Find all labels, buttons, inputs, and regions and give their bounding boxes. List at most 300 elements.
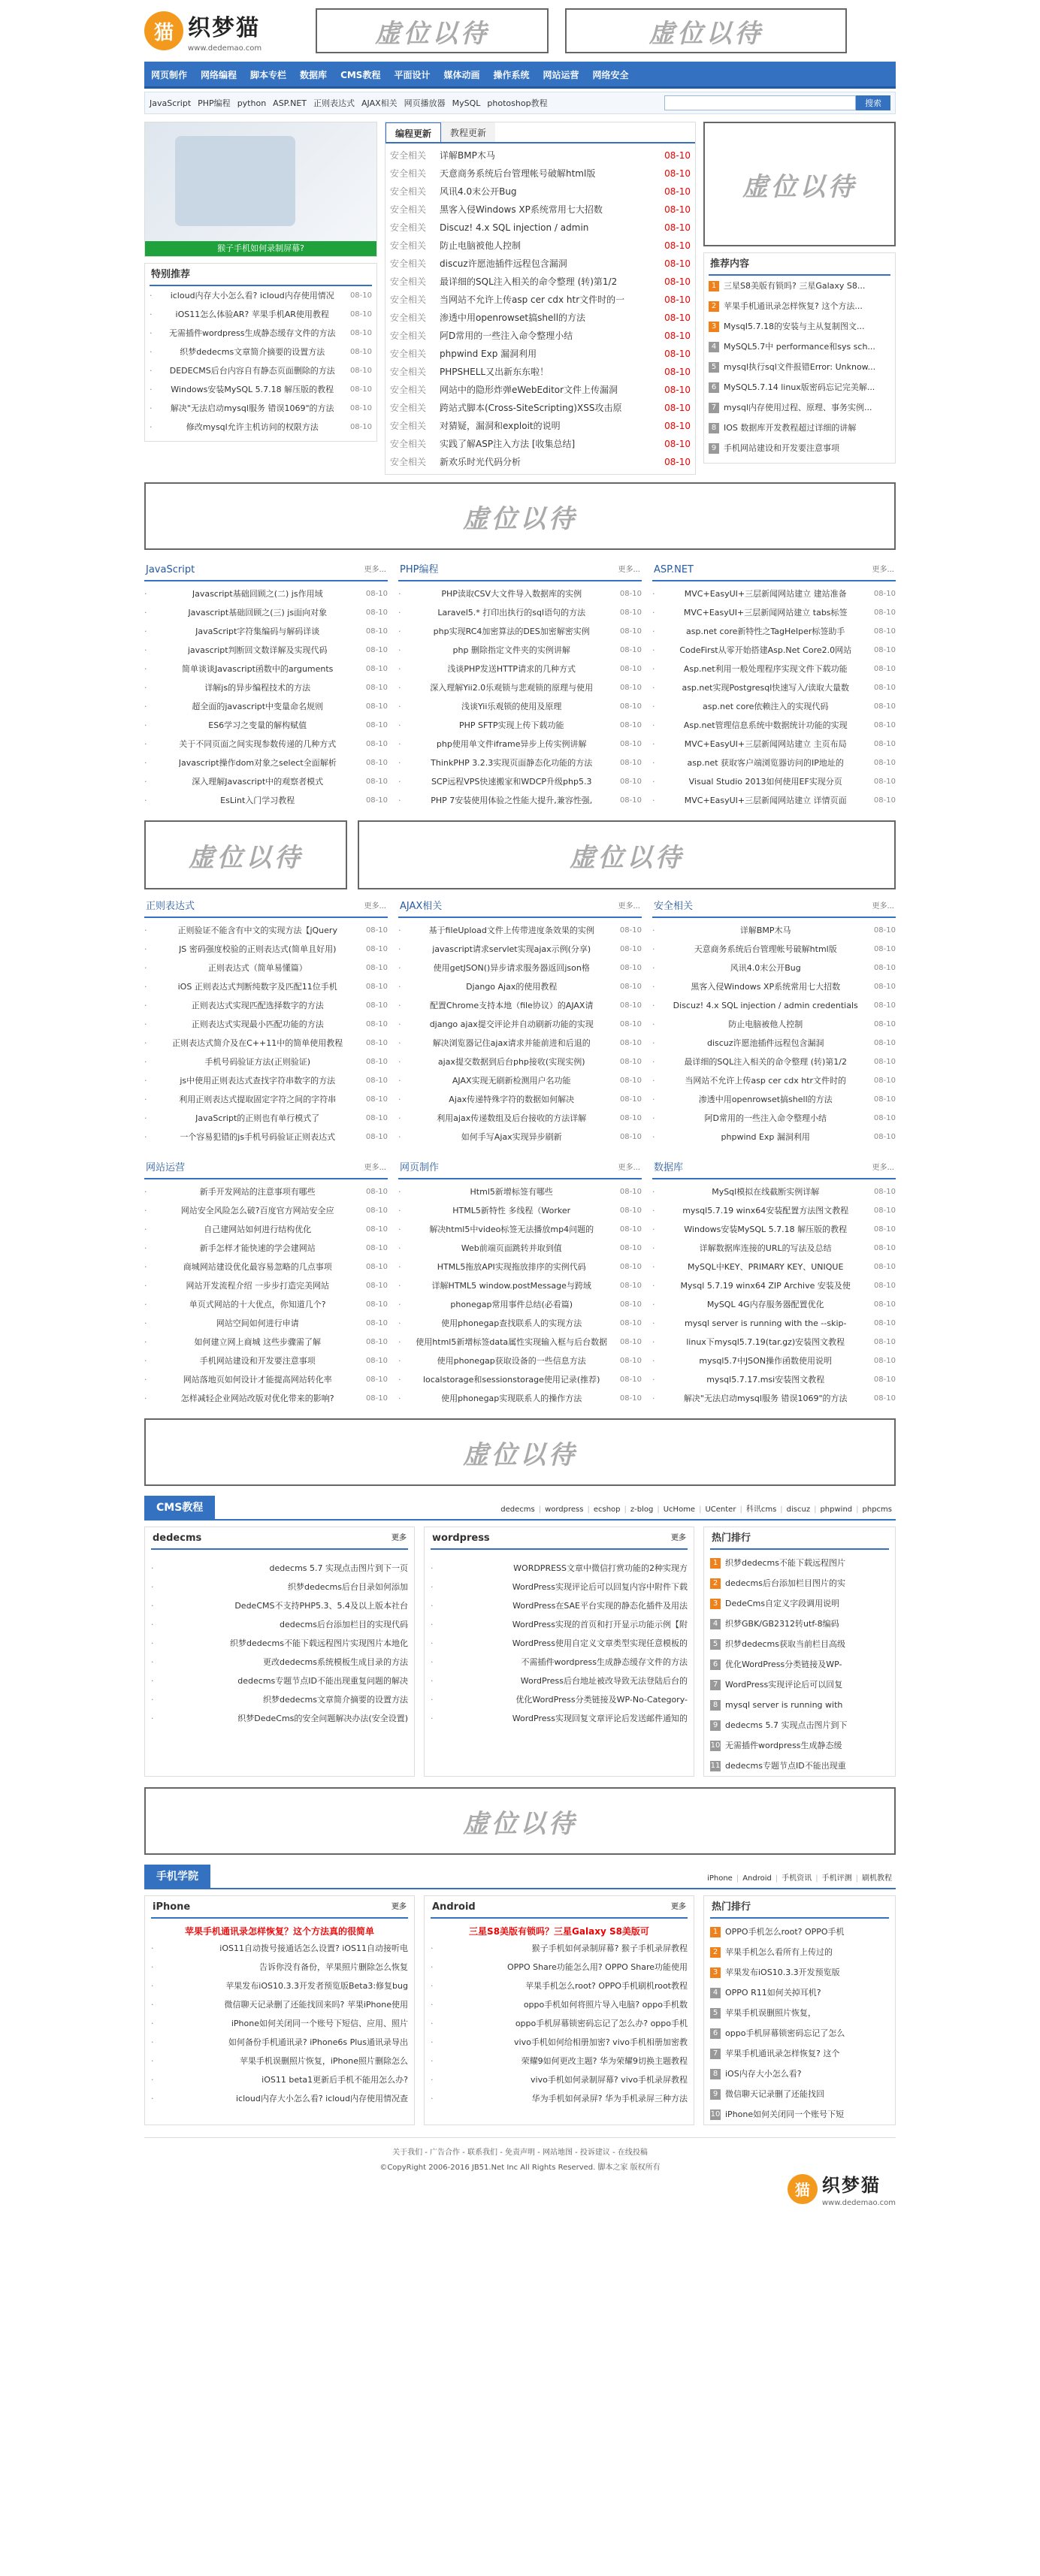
list-item[interactable] [431, 1596, 688, 1615]
list-item[interactable] [144, 1295, 388, 1314]
list-item-title[interactable]: · 商城网站建设优化最容易忽略的几点事项 [183, 1262, 332, 1272]
nav-item[interactable]: 媒体动画 [443, 70, 480, 80]
update-title[interactable]: 详解BMP木马 [440, 150, 495, 161]
list-item[interactable] [431, 1709, 688, 1728]
hot-item-title[interactable]: MySQL5.7.14 linux版密码忘记完美解... [724, 382, 875, 392]
list-item[interactable] [652, 772, 896, 791]
update-row[interactable] [390, 399, 691, 417]
list-item[interactable] [398, 1090, 642, 1109]
list-item[interactable] [398, 1201, 642, 1220]
list-item-title[interactable]: · dedecms后台添加栏目的实现代码 [280, 1620, 408, 1629]
hot-item-title[interactable]: 苹果手机通讯录怎样恢复? 这个方法... [724, 301, 863, 311]
list-item-title[interactable]: · localstorage和sessionstorage使用记录(推荐) [422, 1375, 600, 1385]
list-item[interactable] [144, 996, 388, 1015]
list-item-title[interactable]: · javascript请求servlet实现ajax示例(分享) [432, 944, 591, 954]
hot-item-title[interactable]: iPhone如何关闭同一个账号下短 [725, 2109, 845, 2119]
list-item-title[interactable]: · PHP 7安装使用体验之性能大提升,兼容性强, [431, 796, 593, 805]
list-item-title[interactable]: · oppo手机如何将照片导入电脑? oppo手机数 [523, 2000, 688, 2010]
more-link[interactable]: 更多... [364, 1164, 386, 1172]
list-item[interactable] [151, 1559, 408, 1578]
list-item[interactable] [398, 603, 642, 622]
list-item-title[interactable]: · Javascript操作dom对象之select全面解析 [178, 758, 337, 768]
list-item-title[interactable]: · 手机网站建设和开发要注意事项 [199, 1356, 316, 1366]
list-item-title[interactable]: · 解决"无法启动mysql服务 错误1069"的方法 [170, 403, 334, 413]
tag-link[interactable]: 刷机教程 [862, 1874, 892, 1883]
update-category[interactable]: 安全相关 [390, 439, 427, 449]
list-item[interactable] [652, 1295, 896, 1314]
list-item[interactable] [652, 977, 896, 996]
tab-1[interactable]: 教程更新 [441, 122, 495, 142]
list-item-title[interactable]: · 使用phonegap查找联系人的实现方法 [441, 1318, 582, 1328]
list-item[interactable] [144, 1314, 388, 1333]
list-item-title[interactable]: · Ajax传递特殊字符的数据如何解决 [449, 1095, 575, 1104]
hot-item[interactable] [710, 1715, 889, 1735]
list-item[interactable] [144, 791, 388, 810]
list-item-title[interactable]: · 阿D常用的一些注入命令整理小结 [704, 1113, 827, 1123]
list-item[interactable] [431, 1615, 688, 1634]
update-title[interactable]: 天意商务系统后台管理帐号破解html版 [440, 168, 596, 179]
update-row[interactable] [390, 327, 691, 345]
list-item[interactable] [398, 1034, 642, 1052]
update-row[interactable] [390, 435, 691, 453]
list-item-title[interactable]: · 正则表达式实现匹配选择数字的方法 [191, 1001, 324, 1010]
list-item[interactable] [652, 678, 896, 697]
update-category[interactable]: 安全相关 [390, 421, 427, 431]
tag-link[interactable]: 科讯cms [745, 1505, 777, 1514]
more-link[interactable]: 更多... [364, 566, 386, 574]
list-item[interactable] [144, 753, 388, 772]
update-category[interactable]: 安全相关 [390, 168, 427, 179]
hot-item[interactable] [710, 1983, 889, 2003]
list-item[interactable] [398, 1239, 642, 1258]
list-item[interactable] [431, 2033, 688, 2052]
hot-item[interactable] [710, 2104, 889, 2125]
android-title[interactable]: Android [432, 1901, 476, 1913]
update-row[interactable] [390, 183, 691, 201]
list-item[interactable] [431, 1939, 688, 1958]
update-title[interactable]: 渗透中用openrowset搞shell的方法 [440, 313, 586, 323]
iphone-title[interactable]: iPhone [153, 1901, 191, 1913]
list-item-title[interactable]: · vivo手机如何给相册加密? vivo手机相册加密教 [514, 2037, 688, 2047]
list-item-title[interactable]: · MySQL中KEY、PRIMARY KEY、UNIQUE [688, 1262, 844, 1272]
list-item[interactable] [431, 1634, 688, 1653]
list-item-title[interactable]: · WordPress在SAE平台实现的静态化插件及用法 [512, 1601, 688, 1611]
list-item-title[interactable]: · 最详细的SQL注入相关的命令整理 (转)第1/2 [684, 1057, 847, 1067]
list-item[interactable] [652, 1370, 896, 1389]
list-item-title[interactable]: · 无需插件wordpress生成静态缓存文件的方法 [168, 328, 336, 338]
update-row[interactable] [390, 219, 691, 237]
category-title[interactable]: 数据库 [654, 1162, 684, 1173]
hot-item-title[interactable]: mysql执行sql文件报错Error: Unknow... [724, 362, 876, 372]
list-item-title[interactable]: · 详解HTML5 window.postMessage与跨域 [431, 1281, 591, 1291]
list-item[interactable] [151, 2089, 408, 2108]
list-item[interactable] [652, 940, 896, 959]
list-item-title[interactable]: · 深入理解Javascript中的观察者模式 [192, 777, 324, 787]
list-item[interactable] [144, 678, 388, 697]
list-item[interactable] [398, 641, 642, 660]
list-item-title[interactable]: · 解决html5中video标签无法播放mp4问题的 [429, 1225, 594, 1234]
list-item-title[interactable]: · CodeFirst从零开始搭建Asp.Net Core2.0网站 [679, 645, 852, 655]
update-row[interactable] [390, 255, 691, 273]
update-row[interactable] [390, 291, 691, 309]
list-item-title[interactable]: · 关于不同页面之间实现参数传递的几种方式 [179, 739, 337, 749]
update-category[interactable]: 安全相关 [390, 240, 427, 251]
list-item-title[interactable]: · MySQL 4G内存服务器配置优化 [706, 1300, 824, 1309]
hot-item-title[interactable]: OPPO R11如何关掉耳机? [725, 1988, 821, 1998]
list-item-title[interactable]: · Laravel5.* 打印出执行的sql语句的方法 [437, 608, 586, 618]
search-button[interactable]: 搜索 [856, 95, 890, 110]
list-item-title[interactable]: · Windows安装MySQL 5.7.18 解压版的教程 [171, 385, 334, 394]
update-row[interactable] [390, 146, 691, 165]
list-item-title[interactable]: · js中使用正则表达式查找字符串数字的方法 [180, 1076, 336, 1086]
ad-banner-mid-4[interactable]: 虚位以待 [144, 1418, 896, 1486]
list-item[interactable] [652, 584, 896, 603]
list-item-title[interactable]: · Asp.net利用一般处理程序实现文件下载功能 [683, 664, 848, 674]
update-category[interactable]: 安全相关 [390, 294, 427, 305]
list-item[interactable] [150, 399, 372, 418]
list-item[interactable] [144, 1182, 388, 1201]
list-item[interactable] [398, 1071, 642, 1090]
list-item-title[interactable]: · Discuz! 4.x SQL injection / admin credentials [673, 1001, 858, 1010]
hot-item[interactable] [710, 1756, 889, 1776]
hot-item-title[interactable]: 苹果手机通讯录怎样恢复? 这个 [725, 2049, 840, 2058]
tag-link[interactable]: phpwind [820, 1505, 853, 1514]
list-item[interactable] [144, 1351, 388, 1370]
update-row[interactable] [390, 363, 691, 381]
tag-link[interactable]: wordpress [545, 1505, 584, 1514]
list-item-title[interactable]: · 详解数据库连接的URL的写法及总结 [699, 1243, 832, 1253]
hot-item[interactable] [709, 296, 890, 316]
list-item-title[interactable]: · ThinkPHP 3.2.3实现页面静态化功能的方法 [431, 758, 593, 768]
update-title[interactable]: 网站中的隐形炸弹eWebEditor文件上传漏洞 [440, 385, 618, 395]
hot-item-title[interactable]: mysql server is running with [725, 1700, 843, 1710]
list-item[interactable] [150, 361, 372, 380]
list-item[interactable] [652, 753, 896, 772]
category-title[interactable]: JavaScript [146, 564, 195, 575]
list-item[interactable] [150, 324, 372, 343]
list-item[interactable] [652, 1109, 896, 1128]
list-item[interactable] [398, 1370, 642, 1389]
list-item-title[interactable]: · WordPress实现的首页和打开显示功能示例【附 [512, 1620, 688, 1629]
list-item[interactable] [144, 1389, 388, 1408]
list-item-title[interactable]: · 如何手写Ajax实现异步刷新 [461, 1132, 562, 1142]
list-item-title[interactable]: · WordPress实现回复文章评论后发送邮件通知的 [512, 1714, 688, 1723]
hot-item[interactable] [710, 1962, 889, 1983]
hot-item[interactable] [710, 1695, 889, 1715]
list-item-title[interactable]: · 防止电脑被他人控制 [728, 1019, 803, 1029]
list-item-title[interactable]: · JS 密码强度校验的正则表达式(简单且好用) [179, 944, 337, 954]
hot-item-title[interactable]: OPPO手机怎么root? OPPO手机 [725, 1927, 845, 1937]
hot-item[interactable] [710, 1553, 889, 1573]
list-item[interactable] [398, 1109, 642, 1128]
list-item-title[interactable]: · 织梦dedecms文章简介摘要的设置方法 [180, 347, 325, 357]
list-item[interactable] [398, 660, 642, 678]
category-title[interactable]: 安全相关 [654, 901, 694, 912]
list-item[interactable] [652, 1128, 896, 1146]
subnav-item[interactable]: PHP编程 [198, 98, 231, 108]
list-item[interactable] [652, 641, 896, 660]
subnav-item[interactable]: 网页播放器 [404, 98, 446, 108]
nav-item[interactable]: 平面设计 [394, 70, 431, 80]
list-item[interactable] [652, 1239, 896, 1258]
update-category[interactable]: 安全相关 [390, 457, 427, 467]
hot-item[interactable] [710, 1942, 889, 1962]
list-item-title[interactable]: · 使用html5新增标签data属性实现输入框与后台数据 [416, 1337, 608, 1347]
list-item[interactable] [151, 2014, 408, 2033]
list-item-title[interactable]: · 使用phonegap获取设备的一些信息方法 [437, 1356, 586, 1366]
list-item-title[interactable]: · 详解js的异步编程技术的方法 [204, 683, 311, 693]
list-item-title[interactable]: · 正则表达式简介及在C++11中的简单使用教程 [172, 1038, 343, 1048]
more-link[interactable]: 更多... [872, 566, 894, 574]
list-item[interactable] [151, 1653, 408, 1672]
site-logo[interactable] [144, 5, 302, 57]
iphone-more[interactable]: 更多 [392, 1903, 407, 1911]
list-item[interactable] [398, 753, 642, 772]
list-item[interactable] [398, 1015, 642, 1034]
update-category[interactable]: 安全相关 [390, 258, 427, 269]
list-item-title[interactable]: · MVC+EasyUI+三层新闻网站建立 详情页面 [684, 796, 847, 805]
ad-banner-top-2[interactable]: 虚位以待 [565, 8, 847, 53]
list-item[interactable] [398, 678, 642, 697]
list-item[interactable] [652, 716, 896, 735]
hot-item[interactable] [709, 438, 890, 458]
list-item[interactable] [144, 1128, 388, 1146]
list-item-title[interactable]: · mysql5.7.17.msi安装图文教程 [706, 1375, 825, 1385]
list-item[interactable] [144, 1258, 388, 1276]
list-item[interactable] [151, 2070, 408, 2089]
hot-item-title[interactable]: mysql内存使用过程、原理、事务实例... [724, 403, 872, 412]
list-item-title[interactable]: · Javascript基础回顾之(二) js作用域 [192, 589, 323, 599]
update-category[interactable]: 安全相关 [390, 150, 427, 161]
list-item[interactable] [398, 735, 642, 753]
category-title[interactable]: ASP.NET [654, 564, 694, 575]
subnav-item[interactable]: ASP.NET [273, 98, 307, 108]
list-item-title[interactable]: · javascript判断回文数详解及实现代码 [187, 645, 328, 655]
update-row[interactable] [390, 309, 691, 327]
list-item-title[interactable]: · vivo手机如何录制屏幕? vivo手机录屏教程 [531, 2075, 688, 2085]
tag-link[interactable]: discuz [786, 1505, 811, 1514]
nav-item[interactable]: 网页制作 [151, 70, 188, 80]
list-item[interactable] [398, 1220, 642, 1239]
list-item[interactable] [144, 1071, 388, 1090]
list-item[interactable] [144, 1034, 388, 1052]
category-title[interactable]: PHP编程 [400, 564, 439, 575]
list-item-title[interactable]: · oppo手机屏幕锁密码忘记了怎么办? oppo手机 [515, 2019, 688, 2028]
list-item[interactable] [144, 1239, 388, 1258]
list-item-title[interactable]: · AJAX实现无刷新检测用户名功能 [452, 1076, 571, 1086]
list-item[interactable] [652, 603, 896, 622]
list-item[interactable] [398, 977, 642, 996]
list-item-title[interactable]: · MVC+EasyUI+三层新闻网站建立 主页布局 [684, 739, 847, 749]
search-input[interactable] [664, 95, 856, 110]
list-item-title[interactable]: · PHP读取CSV大文件导入数据库的实例 [441, 589, 582, 599]
hot-item-title[interactable]: dedecms 5.7 实现点击图片到下 [725, 1720, 848, 1730]
hot-item-title[interactable]: MySQL5.7中 performance和sys sch... [724, 342, 875, 352]
list-item-title[interactable]: · ES6学习之变量的解构赋值 [208, 720, 307, 730]
update-category[interactable]: 安全相关 [390, 186, 427, 197]
list-item-title[interactable]: · 更改dedecms系统模板生成目录的方法 [263, 1657, 408, 1667]
list-item-title[interactable]: · Html5新增标签有哪些 [470, 1187, 553, 1197]
hot-item-title[interactable]: WordPress实现评论后可以回复 [725, 1680, 843, 1690]
list-item-title[interactable]: · 如何备份手机通讯录? iPhone6s Plus通讯录导出 [228, 2037, 408, 2047]
list-item-title[interactable]: · 修改mysql允许主机访问的权限方法 [186, 422, 319, 432]
list-item-title[interactable]: · Web前端页面跳转并取到值 [461, 1243, 562, 1253]
hot-item[interactable] [710, 1634, 889, 1654]
list-item[interactable] [431, 1690, 688, 1709]
tag-link[interactable]: UCenter [705, 1505, 736, 1514]
list-item-title[interactable]: · MVC+EasyUI+三层新闻网站建立 tabs标签 [683, 608, 848, 618]
list-item-title[interactable]: · 正则表达式（简单易懂篇） [207, 963, 307, 973]
list-item-title[interactable]: · 黑客入侵Windows XP系统常用七大招数 [691, 982, 841, 992]
list-item-title[interactable]: · 浅谈Yii乐观锁的使用及原理 [461, 702, 562, 711]
list-item[interactable] [398, 697, 642, 716]
more-link[interactable]: 更多... [618, 902, 640, 911]
hot-item[interactable] [709, 276, 890, 296]
list-item-title[interactable]: · icloud内存大小怎么看? icloud内存使用情况查 [235, 2094, 408, 2103]
hot-item-title[interactable]: 苹果手机误删照片恢复， [725, 2008, 816, 2018]
hot-item[interactable] [710, 2043, 889, 2064]
list-item-title[interactable]: · mysql5.7中JSON操作函数使用说明 [699, 1356, 833, 1366]
nav-item[interactable]: 网站运营 [543, 70, 579, 80]
list-item[interactable] [652, 1389, 896, 1408]
list-item-title[interactable]: · 网站开发流程介绍 一步步打造完美网站 [186, 1281, 329, 1291]
list-item-title[interactable]: · 如何建立网上商城 这些步骤需了解 [194, 1337, 321, 1347]
update-category[interactable]: 安全相关 [390, 331, 427, 341]
tag-link[interactable]: Android [742, 1874, 772, 1883]
list-item[interactable] [144, 716, 388, 735]
update-title[interactable]: 风讯4.0末公开Bug [440, 186, 517, 197]
list-item-title[interactable]: · ajax提交数据到后台php接收(实现实例) [437, 1057, 585, 1067]
hot-item-title[interactable]: dedecms后台添加栏目图片的实 [725, 1578, 845, 1588]
list-item-title[interactable]: · SCP远程VPS快速搬家和WDCP升级php5.3 [431, 777, 592, 787]
list-item-title[interactable]: · 使用phonegap实现联系人的操作方法 [441, 1394, 582, 1403]
list-item-title[interactable]: · 网站安全风险怎么破?百度官方网站安全应 [180, 1206, 334, 1216]
update-category[interactable]: 安全相关 [390, 204, 427, 215]
list-item[interactable] [652, 1182, 896, 1201]
list-item[interactable] [151, 1596, 408, 1615]
list-item[interactable] [652, 921, 896, 940]
list-item-title[interactable]: · 浅谈PHP发送HTTP请求的几种方式 [447, 664, 576, 674]
update-title[interactable]: 防止电脑被他人控制 [440, 240, 522, 251]
list-item-title[interactable]: · WordPress后台地址被改导致无法登陆后台的 [520, 1676, 688, 1686]
update-title[interactable]: 实践了解ASP注入方法 [收集总结] [440, 439, 576, 449]
list-item[interactable] [144, 1052, 388, 1071]
hot-item[interactable] [710, 2084, 889, 2104]
hot-item-title[interactable]: 三星S8美版有锁吗? 三星Galaxy S8... [724, 281, 866, 291]
list-item[interactable] [151, 1578, 408, 1596]
list-item-title[interactable]: · iPhone如何关闭同一个账号下短信、应用、照片 [231, 2019, 408, 2028]
list-item[interactable] [652, 1071, 896, 1090]
list-item[interactable] [144, 940, 388, 959]
list-item-title[interactable]: · mysql server is running with the --skip- [684, 1318, 847, 1328]
list-item-title[interactable]: · 新手怎样才能快速的学会建网站 [199, 1243, 316, 1253]
list-item[interactable] [652, 1220, 896, 1239]
list-item[interactable] [652, 791, 896, 810]
android-more[interactable]: 更多 [671, 1903, 686, 1911]
list-item-title[interactable]: · dedecms 5.7 实现点击图片到下一页 [269, 1563, 408, 1573]
list-item-title[interactable]: · iOS11 beta1更新后手机不能用怎么办? [262, 2075, 408, 2085]
tag-link[interactable]: 手机评测 [821, 1874, 852, 1883]
list-item[interactable] [652, 1351, 896, 1370]
hot-item[interactable] [710, 1922, 889, 1942]
nav-item[interactable]: 网络编程 [201, 70, 237, 80]
android-headline[interactable]: 三星S8美版有锁吗？三星Galaxy S8美版可 [469, 1926, 649, 1937]
list-item-title[interactable]: · 手机号码验证方法(正则验证) [204, 1057, 311, 1067]
list-item-title[interactable]: · 不需插件wordpress生成静态缓存文件的方法 [521, 1657, 688, 1667]
list-item[interactable] [151, 1939, 408, 1958]
list-item[interactable] [151, 1690, 408, 1709]
list-item[interactable] [144, 1201, 388, 1220]
list-item[interactable] [652, 1276, 896, 1295]
list-item[interactable] [398, 1389, 642, 1408]
hot-item-title[interactable]: oppo手机屏幕锁密码忘记了怎么 [725, 2028, 845, 2038]
list-item[interactable] [652, 1258, 896, 1276]
list-item-title[interactable]: · 苹果手机怎么root? OPPO手机刷机root教程 [525, 1981, 688, 1991]
list-item-title[interactable]: · Mysql 5.7.19 winx64 ZIP Archive 安装及使 [680, 1281, 851, 1291]
nav-item[interactable]: 操作系统 [493, 70, 530, 80]
list-item-title[interactable]: · Visual Studio 2013如何使用EF实现分页 [688, 777, 842, 787]
list-item[interactable] [652, 697, 896, 716]
list-item[interactable] [144, 1090, 388, 1109]
update-title[interactable]: 最详细的SQL注入相关的命令整理 (转)第1/2 [440, 276, 618, 287]
list-item-title[interactable]: · 利用ajax传递数组及后台接收的方法详解 [437, 1113, 587, 1123]
list-item[interactable] [151, 1615, 408, 1634]
list-item[interactable] [151, 1709, 408, 1728]
list-item-title[interactable]: · 织梦dedecms文章简介摘要的设置方法 [263, 1695, 408, 1705]
ad-banner-mid-2[interactable]: 虚位以待 [144, 820, 347, 889]
hot-item-title[interactable]: 无需插件wordpress生成静态缓 [725, 1741, 842, 1750]
hot-item[interactable] [709, 337, 890, 357]
list-item[interactable] [652, 1201, 896, 1220]
list-item[interactable] [398, 1351, 642, 1370]
list-item[interactable] [398, 921, 642, 940]
list-item-title[interactable]: · Asp.net管理信息系统中数据统计功能的实现 [683, 720, 848, 730]
hot-item-title[interactable]: 织梦GBK/GB2312转utf-8编码 [725, 1619, 839, 1629]
list-item[interactable] [431, 1578, 688, 1596]
list-item-title[interactable]: · iOS11自动拨号接通话怎么设置? iOS11自动接听电 [219, 1943, 408, 1953]
list-item-title[interactable]: · JavaScript字符集编码与解码详谈 [195, 627, 320, 636]
list-item-title[interactable]: · 苹果发布iOS10.3.3开发者预览版Beta3:修复bug [225, 1981, 408, 1991]
update-title[interactable]: Discuz! 4.x SQL injection / admin [440, 222, 589, 233]
update-title[interactable]: 跨站式脚本(Cross-SiteScripting)XSS攻击原 [440, 403, 622, 413]
ad-banner-top-1[interactable]: 虚位以待 [316, 8, 549, 53]
list-item[interactable] [398, 1314, 642, 1333]
list-item-title[interactable]: · MVC+EasyUI+三层新闻网站建立 建站准备 [684, 589, 847, 599]
list-item[interactable] [144, 772, 388, 791]
list-item-title[interactable]: · 解决浏览器记住ajax请求并能前进和后退的 [432, 1038, 591, 1048]
list-item-title[interactable]: · HTML5拖放API实现拖放排序的实例代码 [437, 1262, 586, 1272]
update-title[interactable]: 对猜疑，漏洞和exploit的说明 [440, 421, 561, 431]
update-row[interactable] [390, 273, 691, 291]
list-item-title[interactable]: · 利用正则表达式提取固定字符之间的字符串 [179, 1095, 337, 1104]
list-item[interactable] [652, 1090, 896, 1109]
list-item[interactable] [398, 1333, 642, 1351]
list-item[interactable] [151, 1977, 408, 1995]
ad-banner-mid-5[interactable]: 虚位以待 [144, 1787, 896, 1855]
update-category[interactable]: 安全相关 [390, 222, 427, 233]
list-item-title[interactable]: · phonegap常用事件总结(必看篇) [450, 1300, 573, 1309]
list-item-title[interactable]: · 新手开发网站的注意事项有哪些 [199, 1187, 316, 1197]
list-item[interactable] [144, 697, 388, 716]
update-row[interactable] [390, 381, 691, 399]
list-item[interactable] [398, 1052, 642, 1071]
hot-item-title[interactable]: IOS 数据库开发教程超过详细的讲解 [724, 423, 857, 433]
list-item-title[interactable]: · Javascript基础回顾之(三) js面向对象 [188, 608, 328, 618]
ad-side[interactable]: 虚位以待 [703, 122, 896, 246]
list-item-title[interactable]: · php使用单文件iframe异步上传实例讲解 [436, 739, 587, 749]
wordpress-title[interactable]: wordpress [432, 1533, 490, 1544]
wordpress-more[interactable]: 更多 [671, 1534, 686, 1542]
